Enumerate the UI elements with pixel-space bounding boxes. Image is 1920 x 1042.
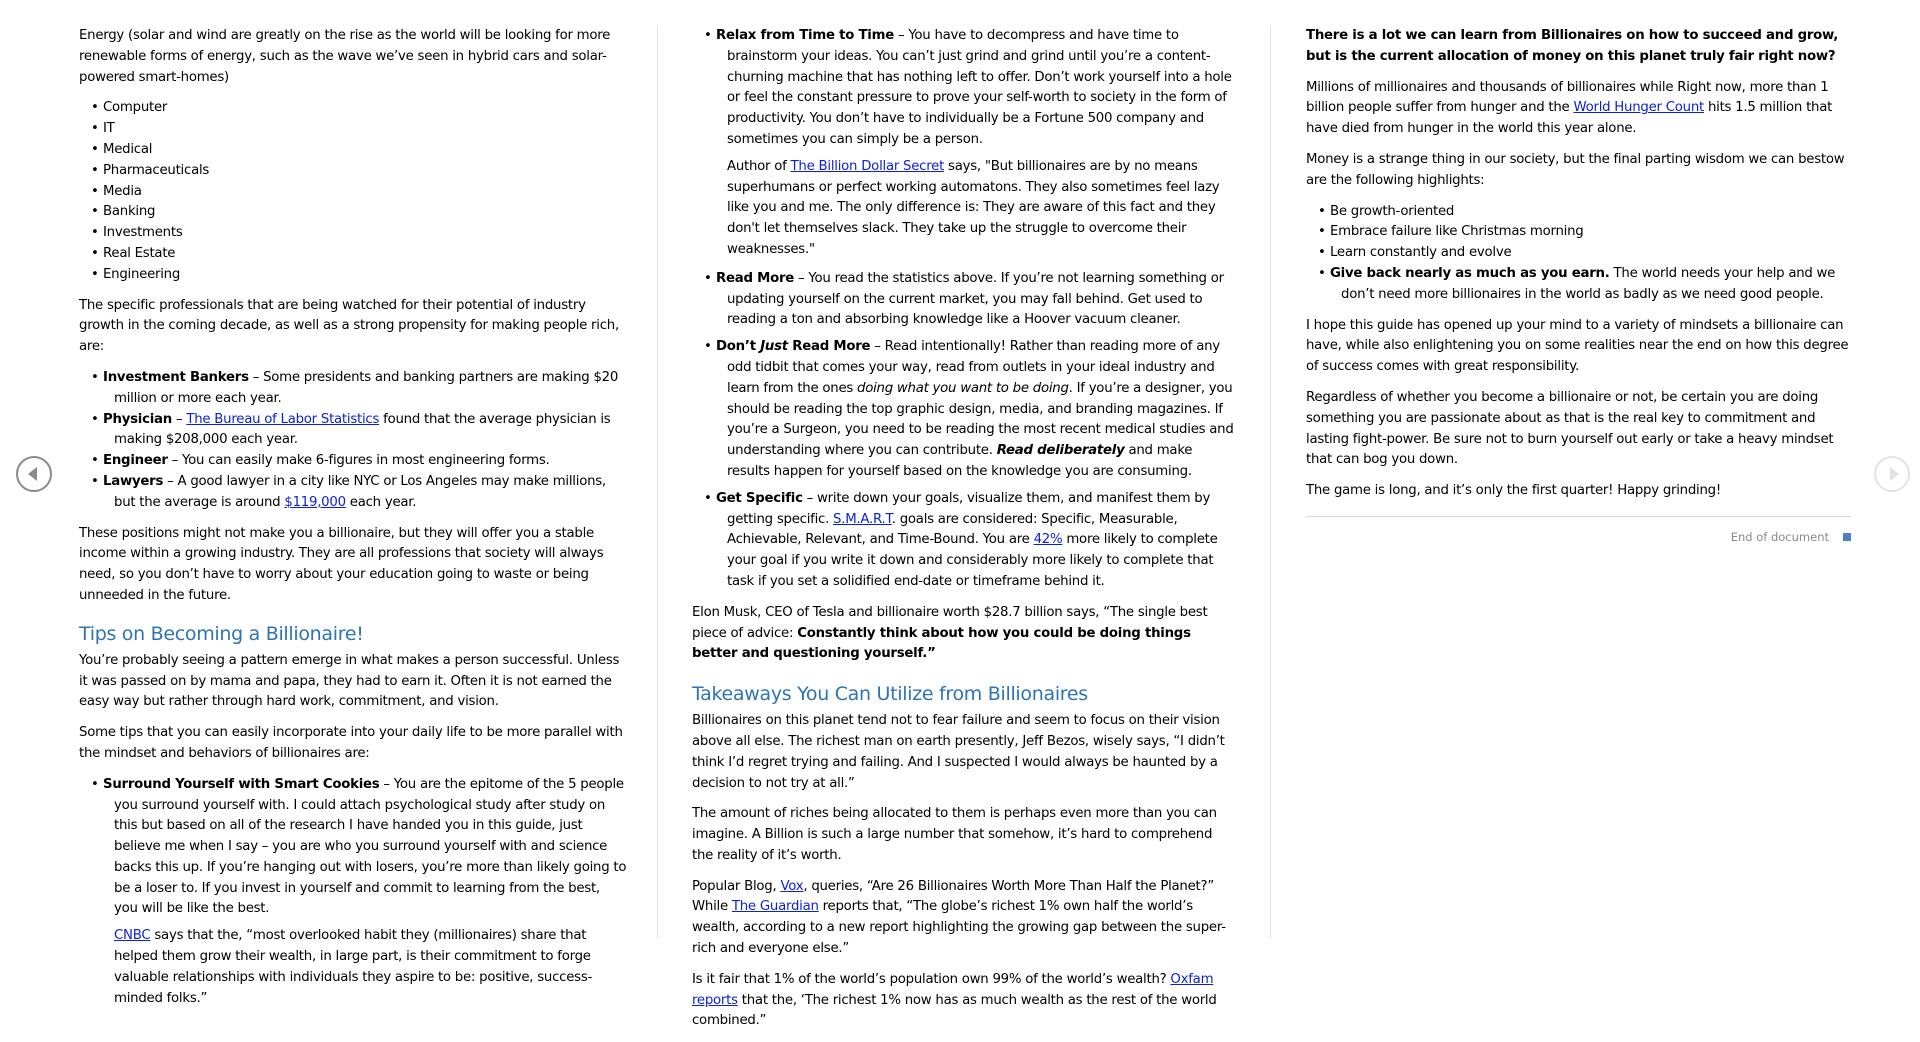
- takeaways-heading: Takeaways You Can Utilize from Billionaires: [692, 683, 1088, 706]
- tip-text: – You read the statistics above. If you’re not learning something or updating yourself on the current market, you may fall behind. Get used to reading a ton and absorbing knowledge like a Hoover vacuum cleaner.: [727, 270, 1224, 328]
- tip-label: Surround Yourself with Smart Cookies: [103, 776, 380, 792]
- profession-item: [79, 410, 627, 452]
- industry-item: • Investments: [79, 223, 627, 244]
- highlight-item: • Learn constantly and evolve: [1306, 243, 1851, 264]
- para-text: Popular Blog,: [692, 878, 781, 894]
- highlight-item: [1306, 264, 1851, 306]
- profession-text: each year.: [345, 494, 417, 510]
- bls-link[interactable]: The Bureau of Labor Statistics: [186, 411, 380, 427]
- profession-label: Lawyers: [103, 473, 164, 489]
- tip-text: . If you’re a designer, you should be reading the top graphic design, media, and branding magazines. If you’re a Surgeon, you need to be reading the most recent medical studies and understanding where you can contribute.: [727, 380, 1234, 459]
- tip-item: [79, 775, 627, 1010]
- lawyer-salary-link[interactable]: $119,000: [284, 494, 346, 510]
- question-paragraph: There is a lot we can learn from Billionaires on how to succeed and grow, but is the current allocation of money on this planet truly fair right now?: [1306, 28, 1839, 64]
- industry-item: • Media: [79, 182, 627, 203]
- tips-paragraph: Some tips that you can easily incorporate into your daily life to be more parallel with the mindset and behaviors of billionaires are:: [79, 725, 623, 761]
- para-text: that the, ‘The richest 1% now has as much wealth as the rest of the world combined.”: [692, 992, 1217, 1029]
- quote-bold: Constantly think about how you could be doing things better and questioning yourself.”: [692, 625, 1191, 662]
- tip-text: – You are the epitome of the 5 people you surround yourself with. I could attach psychological study after study on this but based on all of the research I have handed you in this guide, just believe me when I say – you are who you surround yourself with and science backs this up. If you’re hanging out with losers, you’re more than likely going to be a loser to. If you invest in yourself and commit to learning from the best, you will be like the best.: [114, 776, 627, 917]
- profession-text: – You can easily make 6-figures in most engineering forms.: [167, 453, 550, 469]
- tip-sub-text: says, "But billionaires are by no means superhumans or perfect working automatons. They also sometimes feel lazy like you and me. The only difference is: They are aware of this fact and they don't let themselves slack. They take up the struggle to overcome their weaknesses.": [727, 158, 1220, 257]
- tip-item: [692, 26, 1234, 261]
- column-divider-1: [657, 26, 658, 939]
- end-divider: [1306, 516, 1851, 517]
- closing-paragraph: The game is long, and it’s only the first quarter! Happy grinding!: [1306, 483, 1721, 499]
- tip-text: – write down your goals, visualize them, and manifest them by getting specific.: [727, 490, 1211, 527]
- industry-item: • Real Estate: [79, 244, 627, 265]
- para-text: Is it fair that 1% of the world’s population own 99% of the world’s wealth?: [692, 971, 1171, 987]
- professionals-intro: The specific professionals that are being watched for their potential of industry growth in the coming decade, as well as a strong propensity for making people rich, are:: [79, 297, 619, 355]
- page-column-1: [79, 26, 627, 1019]
- tip-text: – You have to decompress and have time to brainstorm your ideas. You can’t just grind and grind until you’re a content-churning machine that has nothing left to offer. Don’t work yourself into a hole or feel the constant pressure to prove your self-worth to society in the form of productivity. You don’t have to individually be a Fortune 500 company and sometimes you can simply be a person.: [727, 28, 1232, 147]
- professions-list: [79, 368, 627, 514]
- tip-sub-text: says that the, “most overlooked habit they (millionaires) share that helped them grow their wealth, in large part, is their commitment to forge valuable relationships with individuals they aspire to be: positive, success-minded folks.”: [114, 928, 593, 1006]
- energy-paragraph: Energy (solar and wind are greatly on the rise as the world will be looking for more renewable forms of energy, such as the wave we’ve seen in hybrid cars and solar-powered smart-homes): [79, 28, 611, 85]
- billion-dollar-secret-link[interactable]: The Billion Dollar Secret: [790, 158, 945, 174]
- takeaways-paragraph: [692, 970, 1234, 1032]
- next-page-button[interactable]: [1874, 456, 1910, 492]
- tip-text: – Read intentionally! Rather than reading more of any odd tidbit that comes your way, read from outlets in your ideal industry and learn from the ones: [727, 339, 1220, 396]
- profession-item: [79, 368, 627, 410]
- dash: –: [171, 411, 187, 427]
- tip-label: Read More: [716, 270, 795, 286]
- tip-label-part: Just: [760, 339, 788, 355]
- tips-list: [79, 775, 627, 1010]
- tips-paragraph: You’re probably seeing a pattern emerge in what makes a person successful. Unless it was passed on by mama and papa, they had to earn it. Often it is not earned the easy way but rather through hard work, commitment, and vision.: [79, 652, 620, 710]
- cnbc-link[interactable]: CNBC: [114, 928, 151, 944]
- hope-paragraph: I hope this guide has opened up your mind to a variety of mindsets a billionaire can have, while also enlightening you on some realities near the end on how this degree of success comes with great responsibility.: [1306, 317, 1849, 375]
- industry-item: • Pharmaceuticals: [79, 161, 627, 182]
- money-paragraph: Money is a strange thing in our society, but the final parting wisdom we can bestow are the following highlights:: [1306, 151, 1845, 188]
- tip-label: Get Specific: [716, 490, 803, 506]
- end-marker-icon: [1843, 533, 1851, 541]
- tip-label: [716, 339, 870, 354]
- end-of-document: [1306, 527, 1851, 548]
- regardless-paragraph: Regardless of whether you become a billionaire or not, be certain you are doing something you are passionate about as that is the real key to commitment and lasting fight-power. Be sure not to burn yourself out early or take a heavy mindset that can bog you down.: [1306, 389, 1834, 468]
- industry-item: • Banking: [79, 202, 627, 223]
- takeaways-paragraph: [692, 877, 1234, 960]
- industry-item: • Medical: [79, 140, 627, 161]
- tip-label: Relax from Time to Time: [716, 28, 894, 43]
- takeaways-paragraph: Billionaires on this planet tend not to fear failure and seem to focus on their vision above all else. The richest man on earth presently, Jeff Bezos, wisely says, “I didn’t think I’d regret trying and failing. And I suspected I would always be haunted by a decision to not try at all.”: [692, 713, 1225, 791]
- tips-heading: Tips on Becoming a Billionaire!: [79, 622, 364, 645]
- profession-text: – Some presidents and banking partners are making $20 million or more each year.: [114, 369, 619, 406]
- profession-text: found that the average physician is making $208,000 each year.: [114, 411, 611, 448]
- guardian-link[interactable]: The Guardian: [731, 899, 819, 915]
- tip-text: . goals are considered: Specific, Measurable, Achievable, Relevant, and Time-Bound. You are: [727, 511, 1178, 548]
- page-column-3: [1306, 26, 1851, 548]
- para-text: Millions of millionaires and thousands of billionaires while Right now, more than 1 billion people suffer from hunger and the: [1306, 79, 1829, 116]
- vox-link[interactable]: Vox: [780, 878, 804, 894]
- profession-label: Engineer: [103, 453, 168, 469]
- chevron-left-circle-icon: [18, 458, 50, 490]
- tip-sub-text: Author of: [727, 158, 791, 174]
- tip-subparagraph: [727, 157, 1234, 261]
- industry-item: • IT: [79, 119, 627, 140]
- profession-label: Investment Bankers: [103, 369, 249, 385]
- percent-link[interactable]: 42%: [1033, 532, 1063, 548]
- industry-list: [79, 98, 627, 285]
- column-divider-2: [1270, 26, 1271, 939]
- highlight-bold: Give back nearly as much as you earn.: [1330, 265, 1610, 281]
- tip-text-bold-italic: Read deliberately: [996, 443, 1125, 459]
- profession-item: [79, 451, 627, 472]
- para-text: reports that, “The globe’s richest 1% own half the world’s wealth, according to a new report highlighting the growing gap between the super-rich and everyone else.”: [692, 899, 1226, 957]
- tip-label-part: Read More: [787, 339, 871, 355]
- profession-item: [79, 472, 627, 514]
- tip-text: and make results happen for yourself based on the knowledge you are consuming.: [727, 443, 1193, 479]
- highlights-list: [1306, 202, 1851, 306]
- takeaways-paragraph: The amount of riches being allocated to them is perhaps even more than you can imagine. A Billion is such a large number that somehow, it’s hard to comprehend the reality of it’s worth.: [692, 806, 1217, 863]
- tip-item: [692, 269, 1234, 331]
- oxfam-link[interactable]: Oxfam reports: [692, 971, 1214, 1008]
- profession-label: Physician: [103, 411, 172, 427]
- quote-text: Elon Musk, CEO of Tesla and billionaire worth $28.7 billion says, “The single best piece of advice:: [692, 604, 1208, 641]
- page-column-2: [692, 26, 1234, 1042]
- smart-link[interactable]: S.M.A.R.T: [833, 511, 892, 527]
- industry-item: • Computer: [79, 98, 627, 119]
- hunger-paragraph: [1306, 78, 1851, 140]
- tips-list-continued: [692, 26, 1234, 593]
- tip-text-italic: doing what you want to be doing: [857, 380, 1069, 396]
- positions-paragraph: These positions might not make you a billionaire, but they will offer you a stable income within a growing industry. They are all professions that society will always need, so you don’t have to worry about your education going to waste or being unneeded in the future.: [79, 525, 604, 603]
- musk-quote: [692, 603, 1234, 665]
- tip-subparagraph: [114, 926, 627, 1009]
- tip-item: [692, 489, 1234, 593]
- tip-item: [692, 337, 1234, 483]
- highlight-item: • Be growth-oriented: [1306, 202, 1851, 223]
- world-hunger-count-link[interactable]: World Hunger Count: [1573, 100, 1704, 116]
- previous-page-button[interactable]: [16, 456, 52, 492]
- highlight-item: • Embrace failure like Christmas morning: [1306, 222, 1851, 243]
- tip-text: more likely to complete your goal if you write it down and considerably more likely to complete that task if you set a solidified end-date or timeframe behind it.: [727, 532, 1218, 589]
- chevron-right-circle-icon: [1876, 458, 1908, 490]
- highlight-text: The world needs your help and we don’t need more billionaires in the world as badly as we need good people.: [1341, 265, 1836, 302]
- para-text: hits 1.5 million that have died from hunger in the world this year alone.: [1306, 100, 1833, 137]
- para-text: , queries, “Are 26 Billionaires Worth More Than Half the Planet?” While: [692, 878, 1214, 915]
- tip-label-part: Don’t: [716, 339, 761, 355]
- profession-text: – A good lawyer in a city like NYC or Los Angeles may make millions, but the average is around: [114, 473, 606, 510]
- end-label: End of document: [1730, 529, 1829, 544]
- industry-item: • Engineering: [79, 265, 627, 286]
